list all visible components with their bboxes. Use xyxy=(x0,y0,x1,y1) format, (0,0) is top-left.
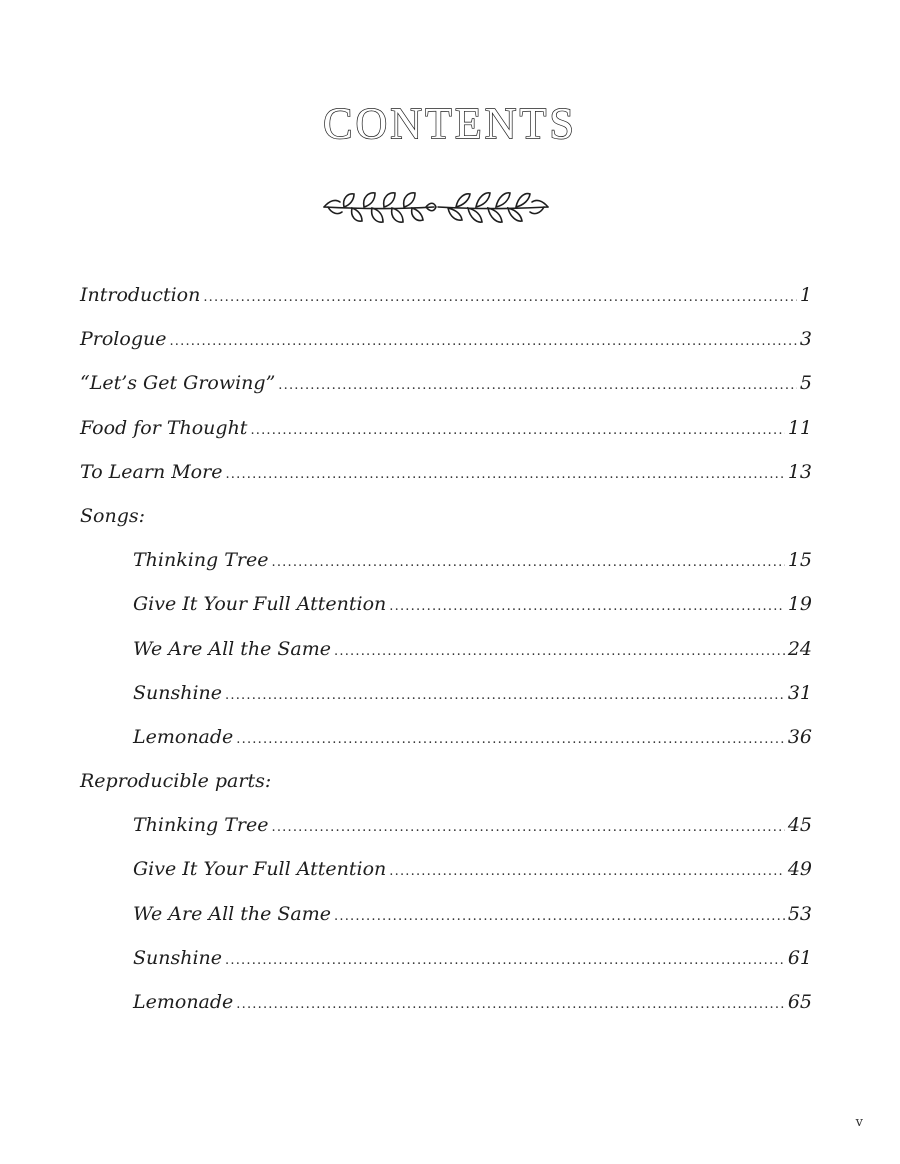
dot-leader xyxy=(389,864,785,879)
toc-entry-page: 45 xyxy=(787,814,812,837)
toc-entry-page: 3 xyxy=(799,328,812,351)
toc-entry-label: We Are All the Same xyxy=(133,637,332,660)
toc-entry-page: 61 xyxy=(787,946,812,969)
toc-entry-label: To Learn More xyxy=(80,460,223,483)
section-heading-label: Reproducible parts: xyxy=(80,770,272,793)
dot-leader xyxy=(203,290,797,305)
toc-entry-label: Lemonade xyxy=(133,725,234,748)
toc-entry-label: Give It Your Full Attention xyxy=(133,593,387,616)
dot-leader xyxy=(225,688,785,703)
toc-entry-part[interactable] xyxy=(80,947,812,991)
page-title: CONTENTS xyxy=(323,99,577,148)
toc-entry-song[interactable] xyxy=(80,593,812,637)
dot-leader xyxy=(236,997,785,1012)
dot-leader xyxy=(272,555,785,570)
toc-entry-page: 15 xyxy=(787,549,812,572)
toc-entry-song[interactable] xyxy=(80,726,812,770)
dot-leader xyxy=(169,334,796,349)
toc-entry-page: 13 xyxy=(787,460,812,483)
toc-entry-label: Sunshine xyxy=(133,681,223,704)
toc-entry-food-for-thought[interactable] xyxy=(80,417,812,461)
toc-entry-label: Sunshine xyxy=(133,946,223,969)
toc-entry-song[interactable] xyxy=(80,549,812,593)
toc-entry-label: We Are All the Same xyxy=(133,902,332,925)
toc-entry-label: Thinking Tree xyxy=(133,549,269,572)
toc-entry-page: 53 xyxy=(787,902,812,925)
toc-entry-part[interactable] xyxy=(80,814,812,858)
toc-entry-page: 19 xyxy=(787,593,812,616)
toc-entry-prologue[interactable] xyxy=(80,328,812,372)
toc-entry-page: 31 xyxy=(787,681,812,704)
toc-entry-page: 5 xyxy=(799,372,812,395)
toc-entry-to-learn-more[interactable] xyxy=(80,461,812,505)
toc-entry-label: Food for Thought xyxy=(80,416,248,439)
toc-entry-part[interactable] xyxy=(80,858,812,902)
toc-entry-label: Lemonade xyxy=(133,991,234,1013)
toc-entry-page: 24 xyxy=(787,637,812,660)
toc-section-heading-reproducible-parts xyxy=(80,770,812,814)
dot-leader xyxy=(334,644,785,659)
dot-leader xyxy=(272,820,785,835)
toc-entry-song[interactable] xyxy=(80,638,812,682)
toc-entry-introduction[interactable] xyxy=(80,284,812,328)
laurel-branch-icon xyxy=(322,186,550,228)
dot-leader xyxy=(278,378,797,393)
toc-entry-lets-get-growing[interactable] xyxy=(80,372,812,416)
page-number: v xyxy=(855,1115,863,1130)
toc-entry-page: 11 xyxy=(787,416,812,439)
toc-entry-part[interactable] xyxy=(80,991,812,1035)
dot-leader xyxy=(250,423,784,438)
dot-leader xyxy=(389,599,785,614)
dot-leader xyxy=(225,953,785,968)
toc-entry-page: 36 xyxy=(787,725,812,748)
toc-entry-part[interactable] xyxy=(80,903,812,947)
section-heading-label: Songs: xyxy=(80,504,146,527)
toc-entry-song[interactable] xyxy=(80,682,812,726)
toc-entry-label: “Let’s Get Growing” xyxy=(80,372,276,395)
toc-entry-label: Thinking Tree xyxy=(133,814,269,837)
toc-entry-label: Introduction xyxy=(80,284,201,306)
toc-entry-page: 1 xyxy=(799,284,812,306)
toc-entry-page: 65 xyxy=(787,991,812,1013)
dot-leader xyxy=(225,467,784,482)
table-of-contents xyxy=(80,284,812,1035)
toc-entry-label: Give It Your Full Attention xyxy=(133,858,387,881)
dot-leader xyxy=(334,909,785,924)
dot-leader xyxy=(236,732,785,747)
toc-entry-label: Prologue xyxy=(80,328,167,351)
toc-section-heading-songs xyxy=(80,505,812,549)
toc-entry-page: 49 xyxy=(787,858,812,881)
